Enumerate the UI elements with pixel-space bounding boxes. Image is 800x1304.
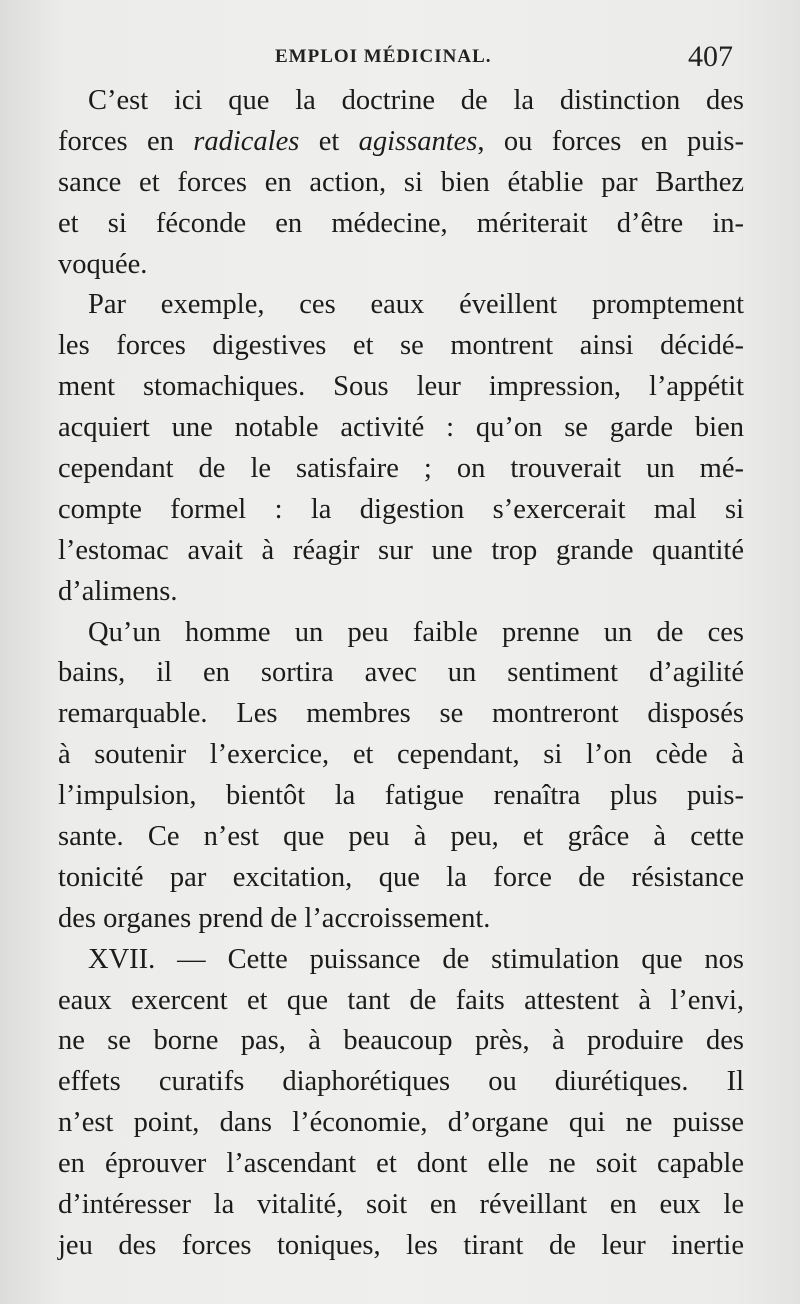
text-segment: et xyxy=(299,125,359,157)
text-segment: C’est ici que la doctrine de la distinction des xyxy=(88,85,744,116)
text-line: compte formel : la digestion s’exercerait mal si xyxy=(58,493,744,525)
text-line: sante. Ce n’est que peu à peu, et grâce à cette xyxy=(58,821,744,853)
running-title: EMPLOI MÉDICINAL. xyxy=(275,46,492,67)
text-line: jeu des forces toniques, les tirant de leur inertie xyxy=(58,1229,744,1261)
text-segment: forces en xyxy=(58,125,194,157)
text-line xyxy=(58,122,744,163)
text-line: Qu’un homme un peu faible prenne un de ces xyxy=(88,616,744,648)
text-line: eaux exercent et que tant de faits attestent à l’envi, xyxy=(58,984,744,1016)
text-line: XVII. — Cette puissance de stimulation que nos xyxy=(88,943,744,975)
text-line: l’estomac avait à réagir sur une trop grande quantité xyxy=(58,534,744,566)
text-line: ment stomachiques. Sous leur impression, l’appétit xyxy=(58,371,744,403)
text-line: effets curatifs diaphorétiques ou diurétiques. Il xyxy=(58,1066,744,1098)
text-line: des organes prend de l’accroissement. xyxy=(58,902,491,934)
page-number: 407 xyxy=(688,40,733,73)
text-line: en éprouver l’ascendant et dont elle ne soit capable xyxy=(58,1148,744,1180)
text-line: l’impulsion, bientôt la fatigue renaîtra plus puis- xyxy=(58,780,744,812)
text-line: Par exemple, ces eaux éveillent promptement xyxy=(88,289,744,321)
italic-term: radicales xyxy=(193,125,300,157)
text-line xyxy=(58,81,744,122)
text-line: bains, il en sortira avec un sentiment d’agilité xyxy=(58,657,744,689)
text-line: remarquable. Les membres se montreront disposés xyxy=(58,698,744,730)
text-line: d’intéresser la vitalité, soit en réveillant en eux le xyxy=(58,1189,744,1221)
page-header xyxy=(0,40,800,80)
text-line: d’alimens. xyxy=(58,575,178,607)
text-line: sance et forces en action, si bien établie par Barthez xyxy=(58,166,744,198)
text-line: acquiert une notable activité : qu’on se garde bien xyxy=(58,412,744,444)
body-text xyxy=(58,81,744,1267)
text-line: et si féconde en médecine, mériterait d’être in- xyxy=(58,207,744,239)
text-segment: , ou forces en puis- xyxy=(477,125,744,157)
text-line: n’est point, dans l’économie, d’organe qui ne puisse xyxy=(58,1107,744,1139)
text-line: à soutenir l’exercice, et cependant, si l’on cède à xyxy=(58,739,744,771)
text-line: voquée. xyxy=(58,248,148,280)
text-line: tonicité par excitation, que la force de résistance xyxy=(58,861,744,893)
text-line: cependant de le satisfaire ; on trouverait un mé- xyxy=(58,453,744,485)
italic-term: agissantes xyxy=(358,125,478,157)
text-line: les forces digestives et se montrent ainsi décidé- xyxy=(58,330,744,362)
text-line: ne se borne pas, à beaucoup près, à produire des xyxy=(58,1025,744,1057)
